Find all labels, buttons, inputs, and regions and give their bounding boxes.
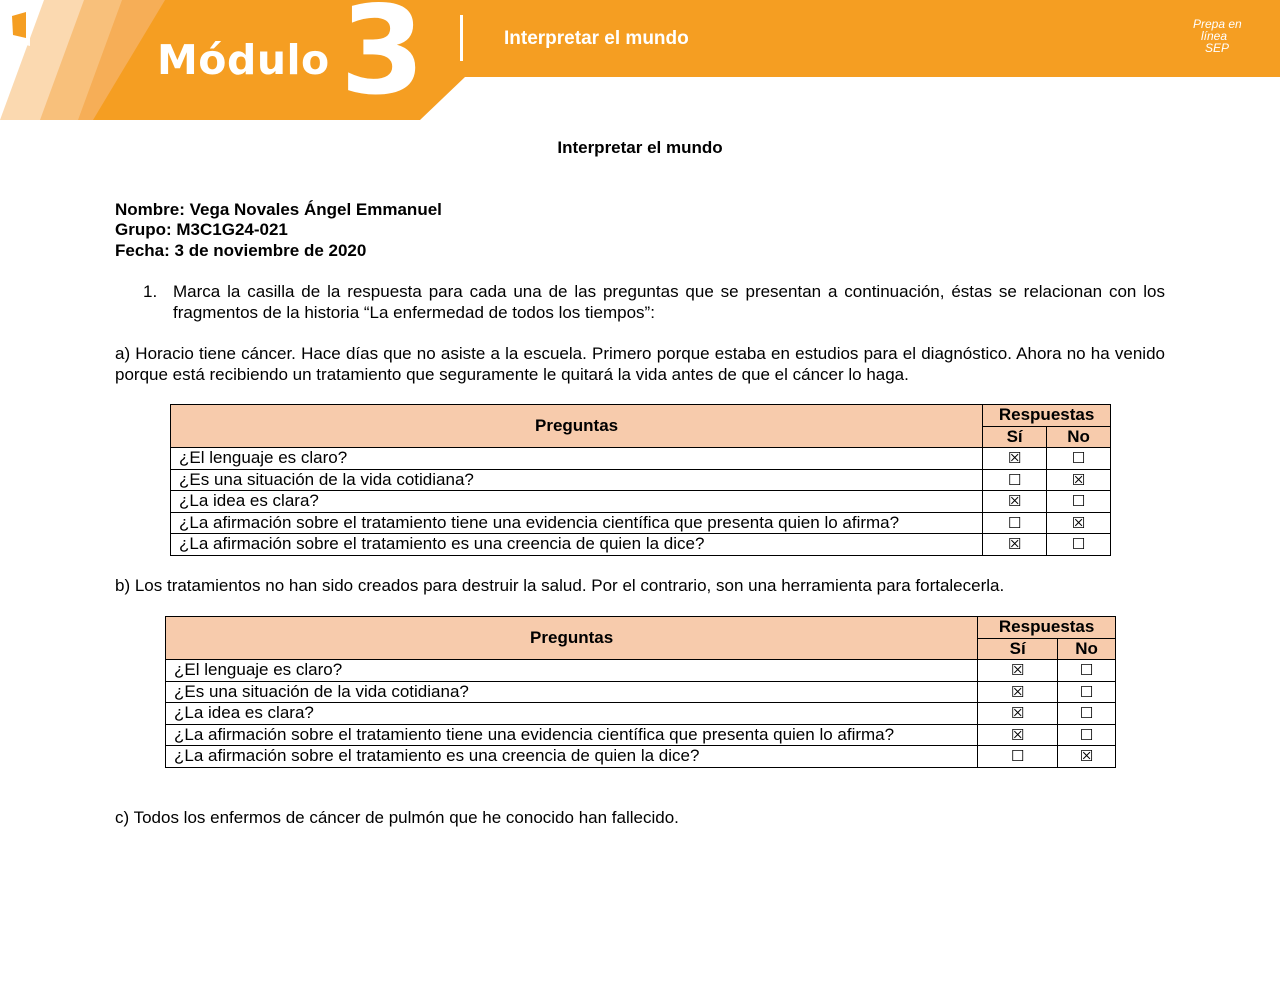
question-cell: ¿La idea es clara? [166,703,978,725]
instruction-number: 1. [143,282,158,301]
yes-checkbox[interactable]: ☐ [983,469,1047,491]
header-yes: Sí [978,638,1058,660]
question-cell: ¿La afirmación sobre el tratamiento es una creencia de quien la dice? [171,534,983,556]
question-cell: ¿Es una situación de la vida cotidiana? [171,469,983,491]
questions-table-a [170,404,1111,556]
no-checkbox[interactable]: ☒ [1047,512,1111,534]
yes-checkbox[interactable]: ☐ [978,746,1058,768]
question-cell: ¿La idea es clara? [171,491,983,513]
header-answers: Respuestas [983,405,1111,427]
yes-checkbox[interactable]: ☒ [983,491,1047,513]
table-row [166,660,1116,682]
yes-checkbox[interactable]: ☐ [983,512,1047,534]
header-no: No [1047,426,1111,448]
question-cell: ¿Es una situación de la vida cotidiana? [166,681,978,703]
table-row [171,491,1111,513]
yes-checkbox[interactable]: ☒ [978,703,1058,725]
fragment-a: a) Horacio tiene cáncer. Hace días que no asiste a la escuela. Primero porque estaba en estudios para el diagnóstico. Ahora no ha venido porque está recibiendo un tratamiento que seguramente le quitará la vida antes de que el cáncer lo haga. [115,344,1165,384]
no-checkbox[interactable]: ☐ [1047,448,1111,470]
logo-line-2: línea [1201,29,1228,43]
table-row [171,534,1111,556]
table-row [171,469,1111,491]
table-row [171,448,1111,470]
header-answers: Respuestas [978,617,1116,639]
module-label: Módulo [157,36,330,84]
header-yes: Sí [983,426,1047,448]
header-questions: Preguntas [171,405,983,448]
module-header-banner [0,0,1280,125]
yes-checkbox[interactable]: ☒ [983,534,1047,556]
table-row [166,703,1116,725]
no-checkbox[interactable]: ☐ [1058,724,1116,746]
no-checkbox[interactable]: ☐ [1058,660,1116,682]
module-number: 3 [340,0,425,122]
logo-line-1: Prepa en [1193,17,1242,31]
fragment-b: b) Los tratamientos no han sido creados para destruir la salud. Por el contrario, son una herramienta para fortalecerla. [115,576,1005,595]
yes-checkbox[interactable]: ☒ [978,681,1058,703]
header-questions: Preguntas [166,617,978,660]
no-checkbox[interactable]: ☐ [1047,491,1111,513]
document-date: Fecha: 3 de noviembre de 2020 [115,241,367,260]
student-name: Nombre: Vega Novales Ángel Emmanuel [115,200,442,219]
no-checkbox[interactable]: ☐ [1058,703,1116,725]
logo-wordmark [1193,18,1242,54]
questions-table-b [165,616,1116,768]
no-checkbox[interactable]: ☒ [1058,746,1116,768]
yes-checkbox[interactable]: ☒ [978,724,1058,746]
no-checkbox[interactable]: ☐ [1047,534,1111,556]
student-group: Grupo: M3C1G24-021 [115,220,288,239]
table-row [166,681,1116,703]
header-no: No [1058,638,1116,660]
table-row [171,512,1111,534]
fragment-c: c) Todos los enfermos de cáncer de pulmón que he conocido han fallecido. [115,808,679,827]
document-title: Interpretar el mundo [557,138,723,157]
prepa-en-linea-logo-icon [0,0,66,50]
header-subject: Interpretar el mundo [504,28,689,49]
instruction-text: Marca la casilla de la respuesta para cada una de las preguntas que se presentan a continuación, éstas se relacionan con los fragmentos de la historia “La enfermedad de todos los tiempos”: [173,282,1165,322]
yes-checkbox[interactable]: ☒ [978,660,1058,682]
table-row [166,724,1116,746]
no-checkbox[interactable]: ☒ [1047,469,1111,491]
question-cell: ¿El lenguaje es claro? [171,448,983,470]
yes-checkbox[interactable]: ☒ [983,448,1047,470]
logo-line-3: SEP [1205,41,1230,55]
no-checkbox[interactable]: ☐ [1058,681,1116,703]
header-divider [460,15,463,61]
question-cell: ¿El lenguaje es claro? [166,660,978,682]
question-cell: ¿La afirmación sobre el tratamiento tiene una evidencia científica que presenta quien lo afirma? [166,724,978,746]
question-cell: ¿La afirmación sobre el tratamiento tiene una evidencia científica que presenta quien lo afirma? [171,512,983,534]
question-cell: ¿La afirmación sobre el tratamiento es una creencia de quien la dice? [166,746,978,768]
table-row [166,746,1116,768]
